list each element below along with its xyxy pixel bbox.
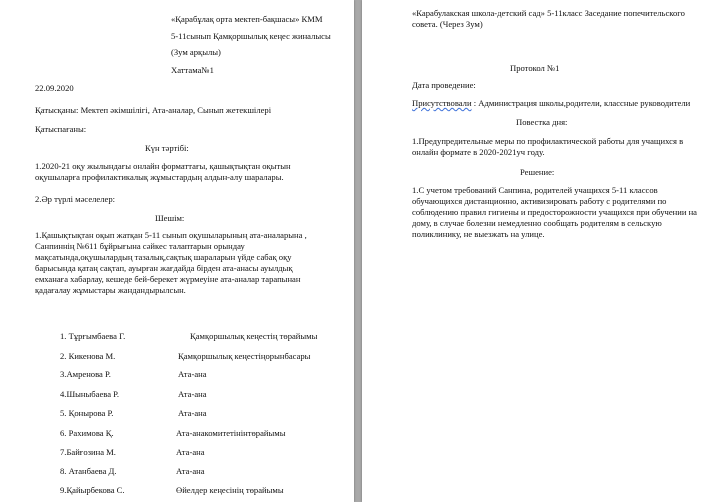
agenda-title: Күн тәртібі:	[145, 143, 189, 153]
meeting-date-label: Дата проведение:	[412, 80, 476, 90]
agenda-item-1: 1.2020-21 оқу жылындағы онлайн форматтағы, қашықтықтан оқытын оқушыларға профилактикалық жұмыстардың алдын-алу шаралары.	[35, 161, 291, 182]
protocol-title: Хаттама№1	[171, 65, 214, 75]
org-name: «Қарабұлақ орта мектеп-бақшасы» КММ	[171, 14, 323, 24]
agenda-item-2: 2.Әр түрлі мәселелер:	[35, 194, 116, 204]
protocol-title: Протокол №1	[510, 63, 560, 73]
member-name: 4.Шыныбаева Р.	[60, 389, 120, 399]
right-document-page	[362, 0, 720, 502]
member-name: 1. Тұрғымбаева Г.	[60, 331, 126, 341]
decision-text: 1.Қашықтықтан оқып жатқан 5-11 сынып оқушыларының ата-аналарына , Санпиннің №611 бұйрығына сәйкес талаптарын орындау мақсатында,оқушылардың тазалық,сақтық шараларын үйде сабақ оқу барысында қатаң сақтап, ауырған жағдайда бірден ата-анасы ауылдық емханаға хабарлау, кешеде бей-берекет жүрмеуіне ата-аналар тарапынан қадағалау жұмыстары жандандырылсын.	[35, 230, 307, 295]
member-name: 6. Рахимова Қ.	[60, 428, 114, 438]
attendees: Қатысқаны: Мектеп әкімшілігі, Ата-аналар, Сынып жетекшілері	[35, 105, 272, 115]
decision-title: Шешім:	[155, 213, 185, 223]
member-role: Ата-ана	[176, 466, 205, 476]
decision-title: Решение:	[520, 167, 555, 177]
left-document-page	[0, 0, 354, 502]
decision-text: 1.С учетом требований Санпина, родителей учащихся 5-11 классов обучающихся дистанционно, активизировать работу с родителями по соблюдению правил гигиены и предосторожности учащихся при обучении на дому, в случае болезни немедленно сообщать родителям в сельскую поликлинику, не выезжать на улице.	[412, 185, 697, 239]
meeting-date: 22.09.2020	[35, 83, 74, 93]
member-name: 2. Кикенова М.	[60, 351, 116, 361]
member-role: Ата-ана	[178, 408, 207, 418]
member-name: 8. Атанбаева Д.	[60, 466, 117, 476]
member-role: Ата-ана	[178, 369, 207, 379]
member-name: 9.Қайырбекова С.	[60, 485, 125, 495]
meeting-format: (Зум арқылы)	[171, 47, 221, 57]
member-name: 3.Амренова Р.	[60, 369, 111, 379]
attendees-value: : Администрация школы,родители, классные руководители	[471, 98, 691, 108]
absentees: Қатыспағаны:	[35, 124, 87, 134]
member-name: 5. Қонырова Р.	[60, 408, 114, 418]
attendees-line	[412, 98, 690, 109]
agenda-title: Повестка дня:	[516, 117, 568, 127]
member-role: Ата-ана	[178, 389, 207, 399]
member-role: Ата-анакомитетінінтөрайымы	[176, 428, 286, 438]
member-role: Қамқоршылық кеңестің төрайымы	[190, 331, 318, 341]
member-role: Өйелдер кеңесінің төрайымы	[176, 485, 284, 495]
agenda-text: 1.Предупредительные меры по профилактической работы для учащихся в онлайн формате в 2020-2021уч году.	[412, 136, 684, 157]
member-role: Ата-ана	[176, 447, 205, 457]
attendees-label: Присутствовали	[412, 98, 472, 108]
member-name: 7.Байғозина М.	[60, 447, 116, 457]
council-meeting-title: 5-11сынып Қамқоршылық кеңес жиналысы	[171, 31, 331, 41]
member-role: Қамқоршылық кеңестіңорынбасары	[178, 351, 311, 361]
school-header: «Карабулакская школа-детский сад» 5-11класс Заседание попечительского совета. (Через Зум)	[412, 8, 685, 29]
